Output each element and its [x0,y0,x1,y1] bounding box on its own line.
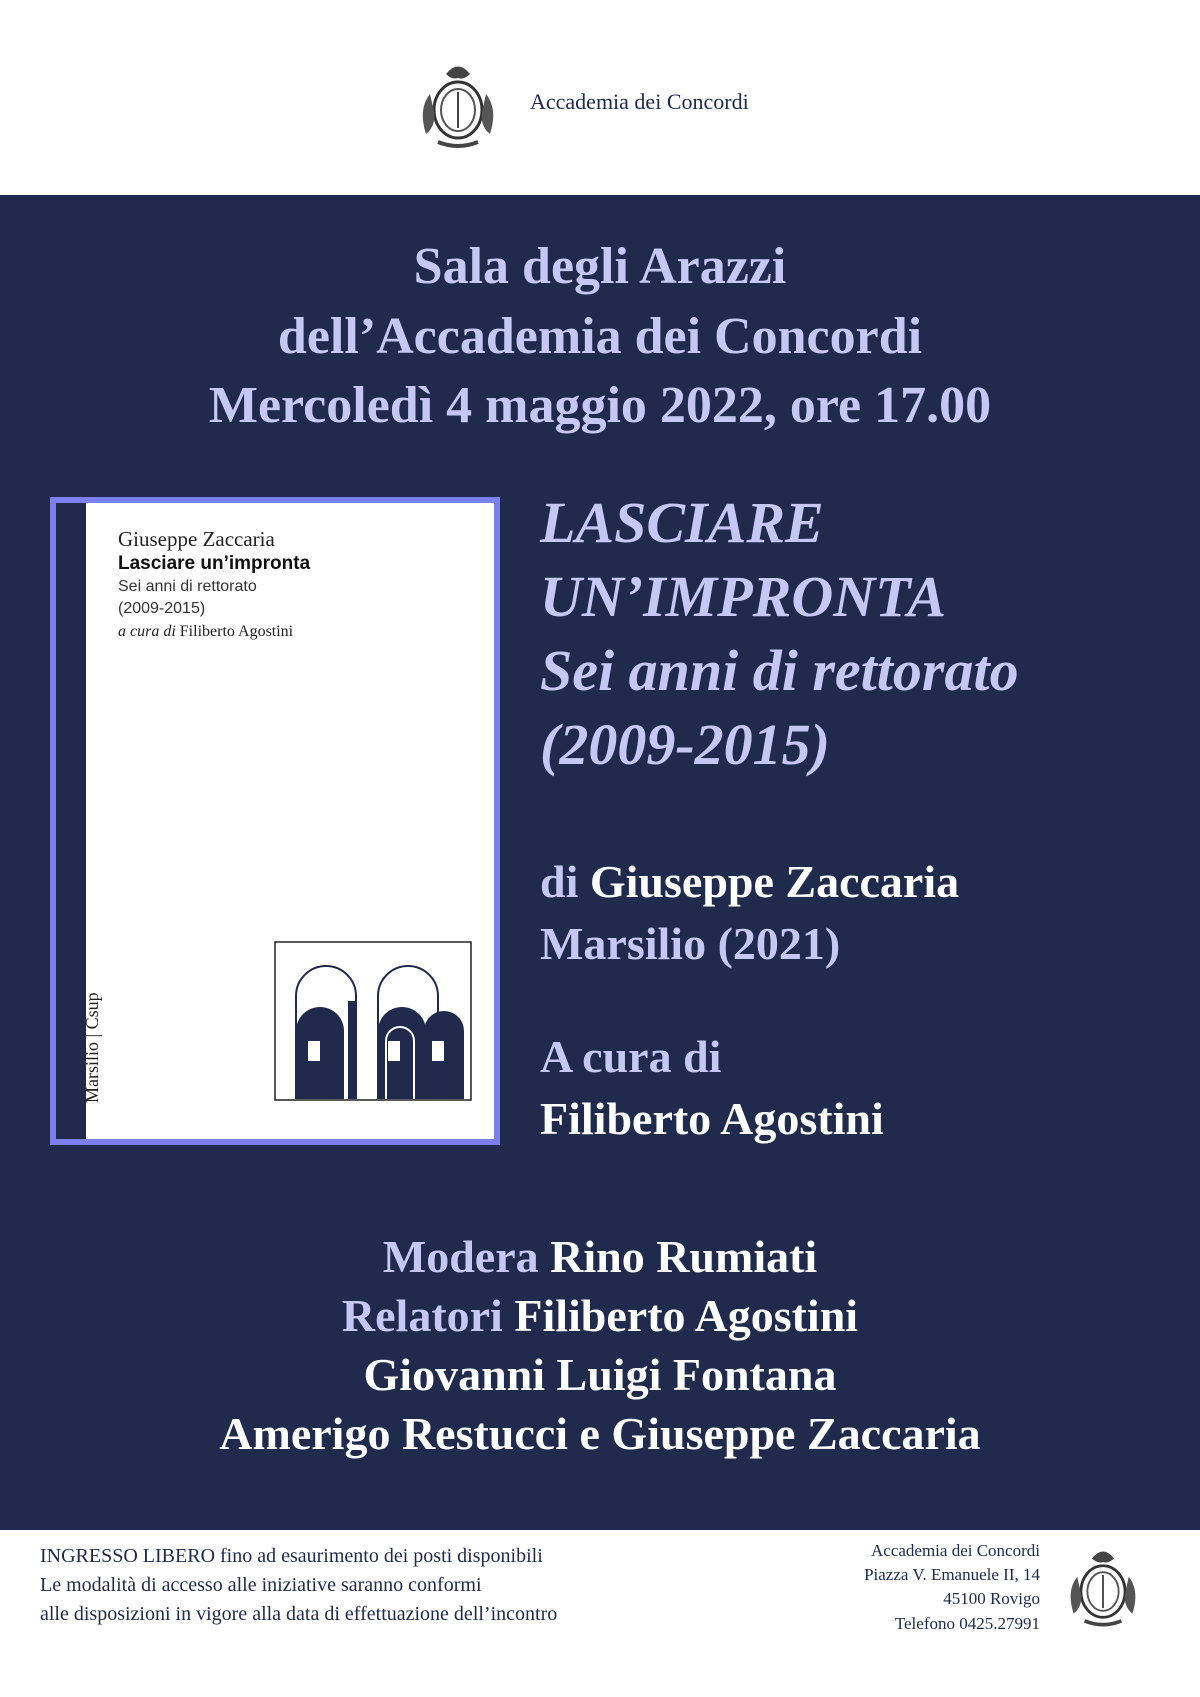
edited-label: A cura di [540,1031,722,1082]
footer-city: 45100 Rovigo [943,1589,1040,1608]
moderator-label: Modera [382,1231,539,1282]
access-note-1: Le modalità di accesso alle iniziative saranno conformi [40,1574,482,1596]
cover-years: (2009-2015) [118,600,206,617]
cover-author: Giuseppe Zaccaria [118,527,275,551]
access-note-2: alle disposizioni in vigore alla data di effettuazione dell’incontro [40,1603,558,1625]
cover-publisher: Marsilio | Csup [82,992,102,1103]
book-author [540,855,959,908]
footer-address: Piazza V. Emanuele II, 14 [864,1565,1040,1584]
cover-editor-name: Filiberto Agostini [179,623,294,640]
entry-note: INGRESSO LIBERO fino ad esaurimento dei posti disponibili [40,1545,543,1567]
cover-editor [118,623,293,641]
speakers-line-1 [0,1289,1200,1342]
cover-subtitle: Sei anni di rettorato [118,578,257,595]
cover-title: Lasciare un’impronta [118,553,311,574]
footer-org: Accademia dei Concordi [871,1541,1040,1560]
moderator-line [0,1230,1200,1283]
arches-illustration [274,941,472,1101]
academy-name: Accademia dei Concordi [530,89,749,114]
book-editor: Filiberto Agostini [540,1093,884,1144]
author-name: Giuseppe Zaccaria [589,856,960,907]
book-title-line-2: UN’IMPRONTA [540,564,947,629]
author-prefix: di [540,856,579,907]
accademia-crest-icon [1057,1540,1149,1632]
book-cover [50,497,500,1145]
book-years: (2009-2015) [540,712,830,777]
book-publisher: Marsilio (2021) [540,918,841,969]
venue-line-2: dell’Accademia dei Concordi [277,308,923,365]
footer-phone: Telefono 0425.27991 [894,1614,1040,1633]
cover-editor-prefix: a cura di [118,623,176,640]
speakers-line-3: Amerigo Restucci e Giuseppe Zaccaria [219,1408,981,1459]
header [0,0,1200,195]
accademia-crest-icon [408,54,508,154]
speaker-name: Filiberto Agostini [514,1290,859,1341]
book-subtitle: Sei anni di rettorato [540,638,1019,703]
event-date: Mercoledì 4 maggio 2022, ore 17.00 [208,377,992,434]
moderator-name: Rino Rumiati [550,1231,818,1282]
venue-line-1: Sala degli Arazzi [413,238,787,295]
speakers-line-2: Giovanni Luigi Fontana [363,1349,837,1400]
speakers-label: Relatori [341,1290,503,1341]
book-title-line-1: LASCIARE [540,490,824,555]
